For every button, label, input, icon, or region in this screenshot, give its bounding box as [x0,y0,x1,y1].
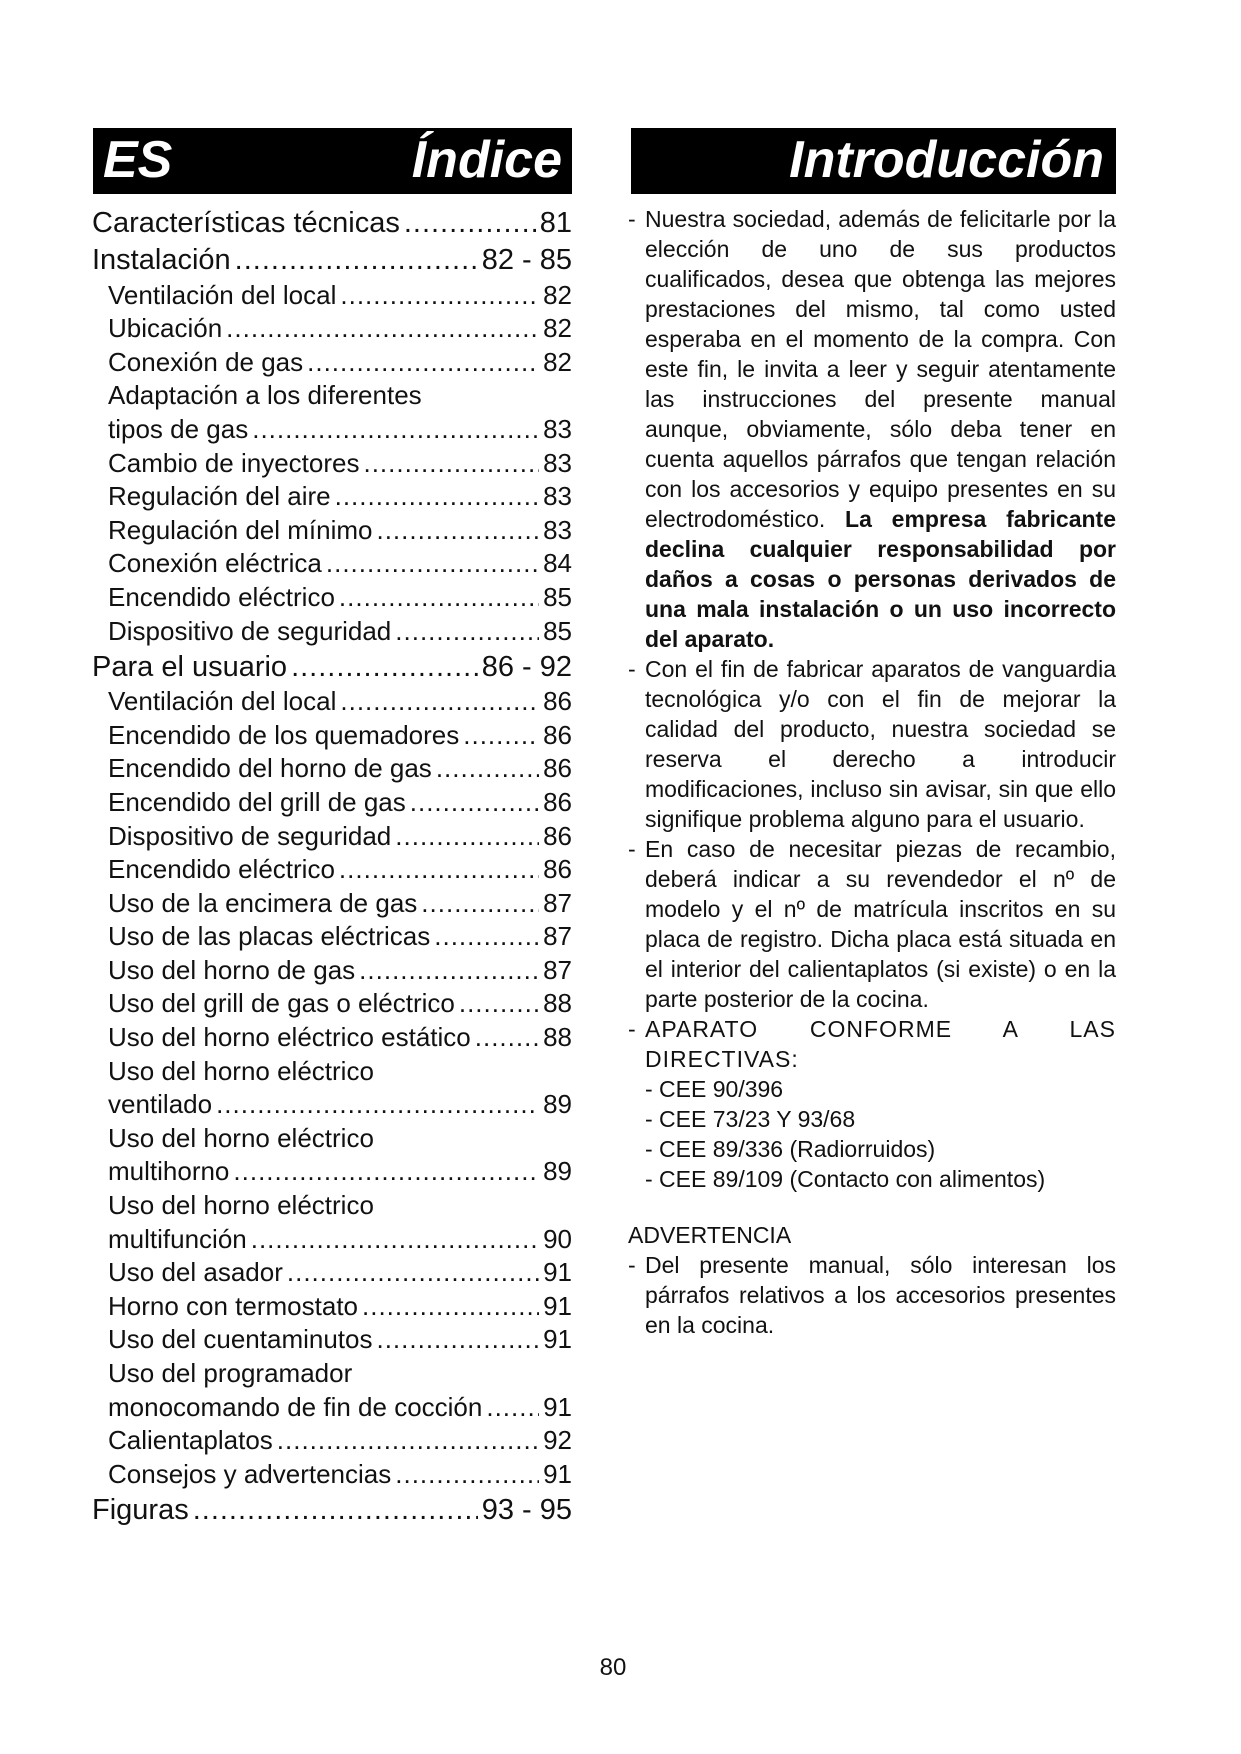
toc-leader-dots [277,1425,539,1456]
toc-leader-dots [376,1324,539,1355]
toc-entry [92,885,572,919]
toc-label: Uso del horno eléctrico [108,1190,374,1221]
warning-heading: ADVERTENCIA [628,1222,792,1248]
toc-page-number: 86 [543,719,572,750]
toc-leader-dots [376,515,539,546]
toc-leader-dots [287,1257,539,1288]
toc-entry [92,1053,572,1087]
toc-leader-dots [359,955,539,986]
toc-label: Regulación del aire [108,481,331,512]
page-number: 80 [599,1654,627,1681]
toc-leader-dots [226,313,539,344]
directive-item: - CEE 89/336 (Radiorruidos) [645,1136,936,1162]
intro-paragraph-4: - APARATO CONFORME A LAS DIRECTIVAS: [628,1016,1116,1072]
toc-leader-dots [363,448,539,479]
toc-entry [92,546,572,580]
toc-page-number: 85 [543,581,572,612]
toc-entry [92,613,572,647]
toc-page-number: 89 [543,1089,572,1120]
toc-entry [92,1221,572,1255]
toc-leader-dots [395,821,539,852]
toc-section [92,647,572,684]
toc-entry [92,919,572,953]
toc-label: Cambio de inyectores [108,447,360,478]
directive-item: - CEE 73/23 Y 93/68 [645,1106,856,1132]
toc-leader-dots [216,1089,539,1120]
toc-leader-dots [475,1022,539,1053]
toc-label: ventilado [108,1089,213,1120]
toc-page-number: 86 [543,753,572,784]
toc-section [92,240,572,277]
toc-entry [92,1019,572,1053]
toc-page-number: 87 [543,921,572,952]
toc-page-number: 86 [543,686,572,717]
toc-page-number: 82 [543,279,572,310]
toc-entry [92,1288,572,1322]
intro-paragraph-3: - En caso de necesitar piezas de recambio, deberá indicar a su revendedor el nº de modelo y el nº de matrícula inscritos en su placa de registro. Dicha placa está situada en el interior del calientaplatos (si existe) o en la parte posterior de la cocina. [628,836,1116,1012]
toc-entry [92,751,572,785]
toc-label: Uso del horno de gas [108,954,356,985]
toc-page-number: 86 [543,820,572,851]
intro-paragraph-1: - Nuestra sociedad, además de felicitarle por la elección de uno de sus productos cualificados, desea que obtenga las mejores prestaciones del mismo, tal como usted esperaba en el momento de la compra. Con este fin, le invita a leer y seguir atentamente las instrucciones del presente manual aunque, obviamente, sólo deba tener en cuenta aquellos párrafos que tengan relación con los accesorios y equipo presentes en su electrodoméstico. La empresa fabricante declina cualquier responsabilidad por daños a cosas o personas derivados de una mala instalación o un uso incorrecto del aparato. [628,206,1117,652]
toc-entry [92,1456,572,1490]
toc-page-number: 83 [543,413,572,444]
toc-entry [92,1423,572,1457]
warning-paragraph: - Del presente manual, sólo interesan los párrafos relativos a los accesorios presentes en la cocina. [628,1252,1116,1338]
toc-page-number: 93 - 95 [481,1493,572,1526]
toc-label: Encendido eléctrico [108,581,335,612]
toc-entry [92,344,572,378]
toc-label: Uso del horno eléctrico estático [108,1022,471,1053]
toc-page-number: 91 [543,1391,572,1422]
toc-page-number: 87 [543,954,572,985]
toc-entry [92,512,572,546]
toc-entry [92,1120,572,1154]
toc-page-number: 83 [543,514,572,545]
toc-leader-dots [291,651,478,684]
directive-item: - CEE 89/109 (Contacto con alimentos) [645,1166,1046,1192]
toc-leader-dots [395,1459,539,1490]
toc-label: Horno con termostato [108,1290,359,1321]
toc-entry [92,579,572,613]
toc-entry [92,378,572,412]
directives-list [628,1074,1116,1194]
directive-item: - CEE 90/396 [645,1076,784,1102]
toc-page-number: 86 [543,786,572,817]
toc-entry [92,986,572,1020]
intro-title: Introducción [789,131,1104,189]
toc-label: multihorno [108,1156,230,1187]
toc-label: Ventilación del local [108,686,337,717]
toc-leader-dots [486,1392,539,1423]
toc-leader-dots [434,921,539,952]
toc-label: Figuras [92,1493,189,1526]
toc-label: Uso del horno eléctrico [108,1055,374,1086]
toc-entry [92,852,572,886]
toc-entry [92,1322,572,1356]
toc-label: monocomando de fin de cocción [108,1391,483,1422]
toc-label: Uso de las placas eléctricas [108,921,431,952]
toc-label: Conexión eléctrica [108,548,322,579]
toc-entry [92,445,572,479]
toc-label: Dispositivo de seguridad [108,615,392,646]
toc-section [92,203,572,240]
index-header-banner [93,128,572,194]
toc-label: Ubicación [108,313,223,344]
toc-entry [92,411,572,445]
toc-page-number: 83 [543,481,572,512]
toc-leader-dots [410,787,539,818]
toc-leader-dots [233,1156,539,1187]
toc-leader-dots [463,720,539,751]
toc-leader-dots [459,988,539,1019]
toc-entry [92,952,572,986]
language-code: ES [103,131,173,189]
toc-page-number: 86 [543,854,572,885]
intro-header-banner [631,128,1116,194]
toc-entry [92,784,572,818]
toc-label: Ventilación del local [108,279,337,310]
toc-leader-dots [395,616,539,647]
toc-page-number: 91 [543,1290,572,1321]
toc-label: Uso del cuentaminutos [108,1324,373,1355]
table-of-contents [92,203,572,1527]
toc-entry [92,1187,572,1221]
index-title: Índice [411,131,562,189]
toc-entry [92,311,572,345]
toc-label: Encendido eléctrico [108,854,335,885]
toc-label: Regulación del mínimo [108,514,373,545]
toc-entry [92,479,572,513]
toc-label: Características técnicas [92,207,400,239]
toc-entry [92,717,572,751]
toc-page-number: 82 - 85 [481,244,572,276]
toc-page-number: 82 [543,346,572,377]
toc-page-number: 91 [543,1257,572,1288]
toc-page-number: 85 [543,615,572,646]
toc-leader-dots [235,244,478,277]
toc-leader-dots [421,888,539,919]
toc-page-number: 91 [543,1324,572,1355]
toc-label: Consejos y advertencias [108,1458,392,1489]
toc-page-number: 89 [543,1156,572,1187]
toc-page-number: 88 [543,988,572,1019]
toc-page-number: 92 [543,1425,572,1456]
toc-leader-dots [339,854,539,885]
toc-label: multifunción [108,1223,247,1254]
toc-label: Uso del horno eléctrico [108,1122,374,1153]
toc-page-number: 88 [543,1022,572,1053]
toc-leader-dots [362,1291,539,1322]
toc-label: Encendido del horno de gas [108,753,432,784]
toc-label: Instalación [92,244,231,276]
intro-paragraph-2: - Con el fin de fabricar aparatos de vanguardia tecnológica y/o con el fin de mejorar la calidad del producto, nuestra sociedad se reserva el derecho a introducir modificaciones, incluso sin avisar, sin que ello signifique problema alguno para el usuario. [628,656,1116,832]
toc-leader-dots [252,414,539,445]
toc-page-number: 82 [543,313,572,344]
toc-leader-dots [339,582,539,613]
toc-page-number: 91 [543,1458,572,1489]
toc-label: Adaptación a los diferentes [108,380,422,411]
toc-label: Para el usuario [92,650,288,683]
toc-label: Uso del grill de gas o eléctrico [108,988,455,1019]
toc-leader-dots [193,1494,478,1527]
toc-leader-dots [307,347,539,378]
toc-label: tipos de gas [108,413,249,444]
toc-entry [92,1154,572,1188]
toc-section [92,1490,572,1527]
toc-leader-dots [326,548,539,579]
toc-page-number: 81 [539,207,572,239]
toc-leader-dots [436,753,539,784]
toc-label: Encendido de los quemadores [108,719,460,750]
toc-label: Uso del asador [108,1257,283,1288]
toc-entry [92,684,572,718]
toc-entry [92,1255,572,1289]
toc-leader-dots [251,1224,539,1255]
toc-label: Dispositivo de seguridad [108,820,392,851]
toc-leader-dots [404,207,536,240]
toc-leader-dots [335,481,539,512]
toc-page-number: 90 [543,1223,572,1254]
toc-entry [92,1355,572,1389]
toc-page-number: 86 - 92 [481,650,572,683]
toc-leader-dots [340,280,539,311]
toc-page-number: 87 [543,887,572,918]
toc-label: Uso del programador [108,1358,353,1388]
toc-page-number: 83 [543,447,572,478]
toc-page-number: 84 [543,548,572,579]
toc-entry [92,1389,572,1423]
toc-label: Calientaplatos [108,1425,273,1456]
toc-label: Uso de la encimera de gas [108,887,418,918]
toc-entry [92,1087,572,1121]
introduction-text [628,204,1116,1340]
toc-leader-dots [340,686,539,717]
toc-entry [92,818,572,852]
toc-label: Conexión de gas [108,346,304,377]
toc-label: Encendido del grill de gas [108,786,406,817]
toc-entry [92,277,572,311]
